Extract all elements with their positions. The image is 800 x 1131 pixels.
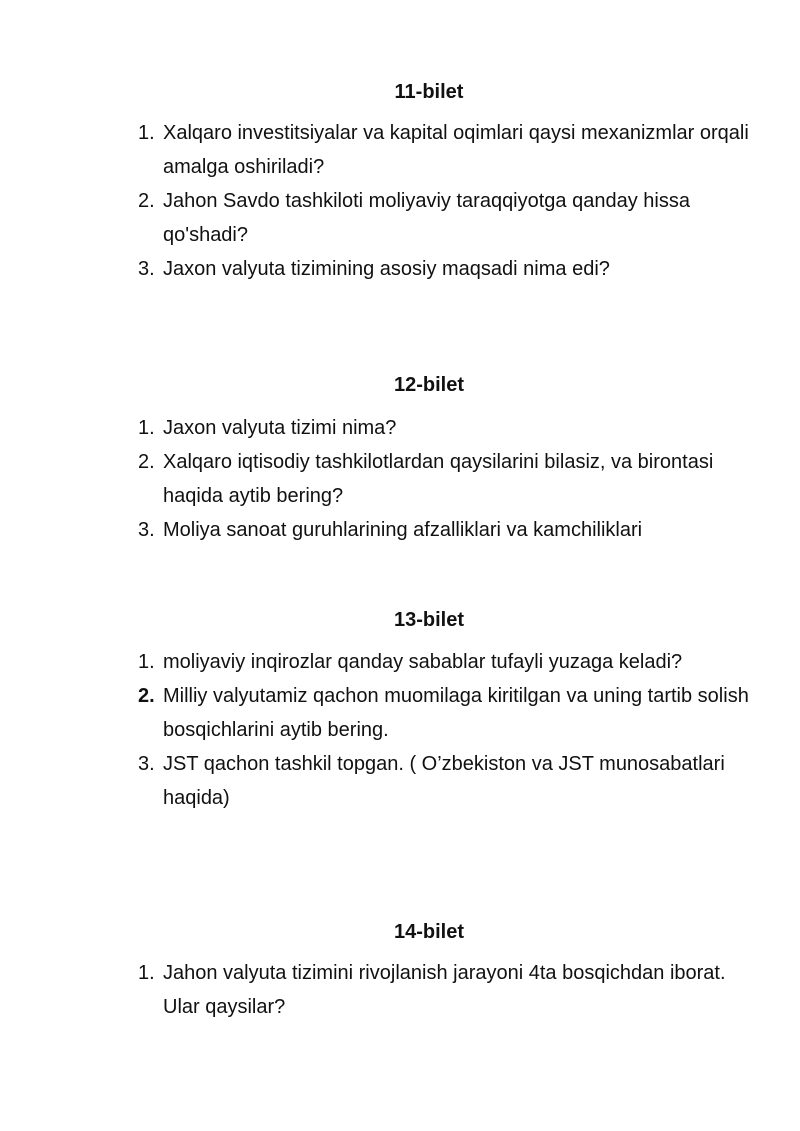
question-item [138,445,758,513]
question-item [138,956,758,1024]
question-number: 1. [138,651,155,673]
question-item [138,252,758,286]
ticket-title: 11-bilet [394,81,464,103]
question-item [138,747,758,815]
question-number: 1. [138,122,155,144]
question-text: Jaxon valyuta tizimining asosiy maqsadi nima edi? [163,258,610,280]
question-number: 3. [138,753,155,775]
question-number: 2. [138,451,155,473]
question-text: Moliya sanoat guruhlarining afzalliklari va kamchiliklari [163,519,643,541]
question-text: Jaxon valyuta tizimi nima? [163,417,397,439]
question-text: Jahon valyuta tizimini rivojlanish jarayoni 4ta bosqichdan iborat. Ular qaysilar? [163,962,726,1018]
question-text: moliyaviy inqirozlar qanday sabablar tufayli yuzaga keladi? [163,651,683,673]
question-item [138,679,758,747]
question-text: Xalqaro investitsiyalar va kapital oqimlari qaysi mexanizmlar orqali amalga oshiriladi? [163,122,749,178]
question-text: JST qachon tashkil topgan. ( O’zbekiston va JST munosabatlari haqida) [163,753,725,809]
question-number: 1. [138,417,155,439]
question-number: 1. [138,962,155,984]
ticket-title: 13-bilet [393,609,465,631]
question-number: 3. [138,258,155,280]
question-number: 3. [138,519,155,541]
question-item [138,645,758,679]
ticket-title: 14-bilet [393,921,465,943]
question-text: Jahon Savdo tashkiloti moliyaviy taraqqiyotga qanday hissa qo'shadi? [163,190,690,246]
question-number: 2. [138,190,155,212]
question-text: Milliy valyutamiz qachon muomilaga kiritilgan va uning tartib solish bosqichlarini aytib bering. [163,685,749,741]
question-number: 2. [138,685,155,707]
question-item [138,184,758,252]
question-item [138,411,758,445]
ticket-title: 12-bilet [393,374,465,396]
question-item [138,513,758,547]
question-text: Xalqaro iqtisodiy tashkilotlardan qaysilarini bilasiz, va birontasi haqida aytib bering? [163,451,714,507]
question-item [138,116,758,184]
